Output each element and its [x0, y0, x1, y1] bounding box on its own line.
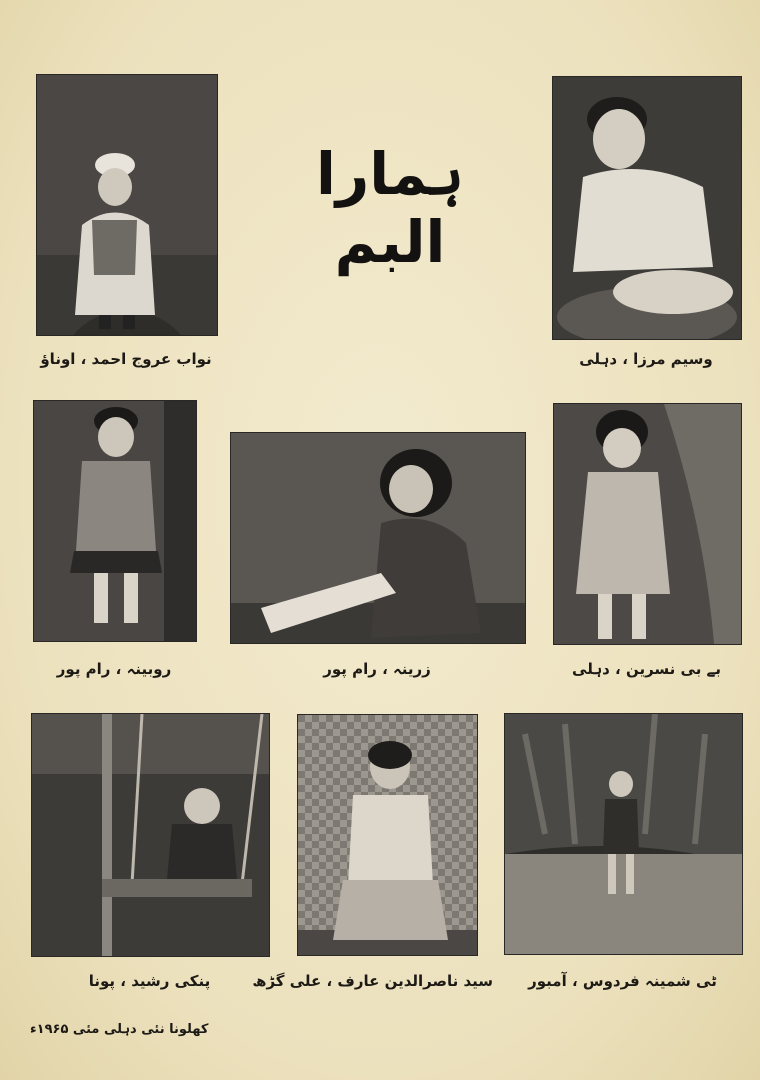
caption-waseem-mirza: وسیم مرزا ، دہلی	[579, 350, 713, 368]
caption-rubina: روبینہ ، رام پور	[56, 660, 172, 678]
photo-zarina	[230, 432, 526, 644]
caption-pinky-rashid: پنکی رشید ، پونا	[88, 972, 211, 990]
caption-nawab-urooj: نواب عروج احمد ، اوناؤ	[40, 350, 212, 368]
caption-syed-nasiruddin: سید ناصرالدین عارف ، علی گڑھ	[252, 972, 493, 990]
album-title-text: ہمارا البم	[316, 140, 464, 276]
photo-t-shamina	[504, 713, 743, 955]
photo-syed-nasiruddin	[297, 714, 478, 956]
album-title	[300, 80, 480, 290]
photo-pinky-rashid	[31, 713, 270, 957]
photo-waseem-mirza	[552, 76, 742, 340]
photo-baby-nasreen	[553, 403, 742, 645]
caption-zarina: زرینہ ، رام پور	[323, 660, 431, 678]
photo-nawab-urooj	[36, 74, 218, 336]
caption-baby-nasreen: بے بی نسرین ، دہلی	[572, 660, 721, 678]
footer-credit: کھلونا نئی دہلی مئی ۱۹۶۵ء	[30, 1022, 209, 1037]
caption-t-shamina: ٹی شمینہ فردوس ، آمبور	[528, 972, 717, 990]
photo-rubina	[33, 400, 197, 642]
